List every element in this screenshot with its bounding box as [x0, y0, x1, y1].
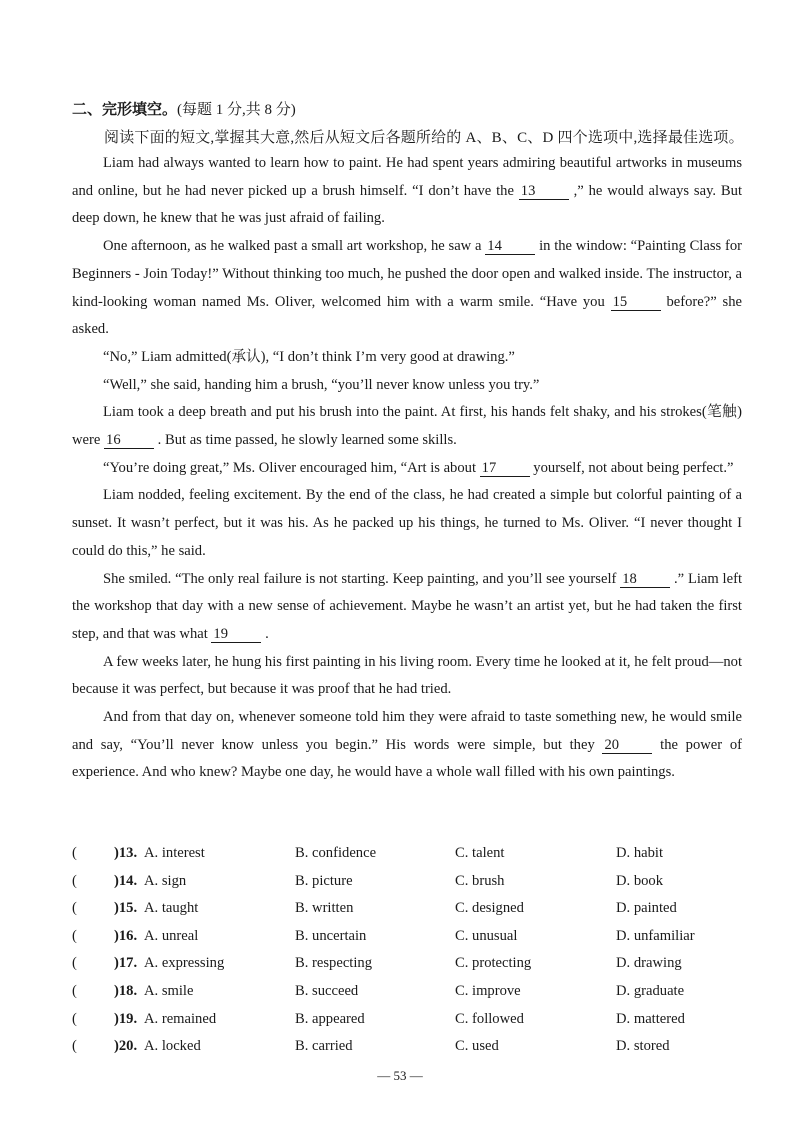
section-instruction: 阅读下面的短文,掌握其大意,然后从短文后各题所给的 A、B、C、D 四个选项中,选择最佳选项。: [104, 130, 744, 146]
option-a: A. interest: [144, 845, 205, 861]
blank-19: 19: [211, 626, 261, 643]
option-c: C. designed: [455, 900, 524, 917]
text-run: Liam took a deep breath and put his brush into the paint. At first, his hands felt shaky, and his strokes(笔触) were: [72, 404, 742, 449]
question-number: )20.: [114, 1038, 138, 1055]
option-b: B. appeared: [295, 1010, 365, 1027]
question-number: )18.: [114, 982, 138, 999]
option-d: D. painted: [616, 900, 677, 917]
blank-18: 18: [620, 571, 670, 588]
question-number: )15.: [114, 900, 138, 917]
text-run: . But as time passed, he slowly learned some skills.: [154, 432, 457, 449]
text-run: Liam had always wanted to learn how to paint. He had spent years admiring beautiful artworks in museums and online, but he had never picked up a brush himself. “I don’t have the: [72, 155, 742, 199]
question-number: )13.: [114, 845, 138, 861]
question-row: [72, 898, 752, 926]
option-d: D. graduate: [616, 982, 685, 999]
option-d: D. book: [616, 872, 664, 889]
question-number: )14.: [114, 872, 138, 889]
section-heading: [72, 100, 296, 120]
question-row: [72, 843, 752, 871]
paragraph-1: [72, 150, 742, 233]
answer-bracket: (: [72, 955, 77, 972]
option-b: B. picture: [295, 872, 353, 889]
option-c: C. brush: [455, 872, 505, 889]
text-run: And from that day on, whenever someone told him they were afraid to taste something new, he would smile and say, “You’ll never know unless you begin.” His words were simple, but they: [72, 709, 742, 753]
answer-bracket: (: [72, 872, 77, 889]
question-row: [72, 1009, 752, 1037]
question-row: [72, 871, 752, 899]
option-c: C. talent: [455, 845, 505, 861]
option-b: B. uncertain: [295, 927, 367, 944]
option-d: D. mattered: [616, 1010, 685, 1027]
answer-bracket: (: [72, 1010, 77, 1027]
option-d: D. unfamiliar: [616, 927, 695, 944]
answer-bracket: (: [72, 845, 77, 861]
blank-16: 16: [104, 432, 154, 449]
section-title: 二、完形填空。: [72, 102, 178, 118]
paragraph-7: Liam nodded, feeling excitement. By the end of the class, he had created a simple but colorful painting of a sunset. It wasn’t perfect, but it was his. As he packed up his things, he turned to Ms. Oliver. “I never thought I could do this,” he said.: [72, 487, 742, 559]
paragraph-2: [72, 233, 742, 344]
text-run: before?” she asked.: [72, 293, 742, 338]
text-run: She smiled. “The only real failure is not starting. Keep painting, and you’ll see yourself: [103, 570, 621, 587]
option-b: B. respecting: [295, 955, 373, 972]
text-run: .: [261, 625, 269, 642]
text-run: “You’re doing great,” Ms. Oliver encouraged him, “Art is about: [103, 459, 480, 476]
paragraph-9: A few weeks later, he hung his first painting in his living room. Every time he looked at it, he felt proud—not because it was perfect, but because it was proof that he had tried.: [72, 653, 742, 698]
question-number: )16.: [114, 927, 138, 944]
option-a: A. expressing: [144, 955, 225, 972]
blank-17: 17: [480, 460, 530, 477]
option-c: C. protecting: [455, 955, 532, 972]
option-c: C. followed: [455, 1010, 524, 1027]
answer-bracket: (: [72, 900, 77, 917]
paragraph-10: [72, 704, 742, 787]
paragraph-3: “No,” Liam admitted(承认), “I don’t think I’m very good at drawing.”: [103, 348, 515, 365]
cloze-passage: [72, 150, 742, 787]
question-row: [72, 926, 752, 954]
answer-bracket: (: [72, 982, 77, 999]
answer-bracket: (: [72, 1038, 77, 1055]
option-b: B. confidence: [295, 845, 377, 861]
question-row: [72, 953, 752, 981]
option-c: C. improve: [455, 982, 521, 999]
blank-13: 13: [519, 183, 569, 200]
text-run: ,” he would always say. But deep down, he knew that he was just afraid of failing.: [72, 182, 742, 227]
question-row: [72, 1036, 752, 1064]
option-b: B. succeed: [295, 982, 359, 999]
answer-bracket: (: [72, 927, 77, 944]
paragraph-4: “Well,” she said, handing him a brush, “you’ll never know unless you try.”: [103, 376, 540, 393]
option-a: A. smile: [144, 982, 194, 999]
paragraph-6: [72, 455, 742, 483]
page-number: — 53 —: [377, 1068, 423, 1083]
option-a: A. unreal: [144, 927, 199, 944]
option-a: A. locked: [144, 1038, 201, 1055]
option-c: C. used: [455, 1038, 499, 1055]
score-note: (每题 1 分,共 8 分): [177, 102, 296, 118]
option-a: A. sign: [144, 872, 187, 889]
text-run: .” Liam left the workshop that day with a new sense of achievement. Maybe he wasn’t an artist yet, but he had taken the first step, and that was what: [72, 570, 742, 642]
option-a: A. remained: [144, 1010, 217, 1027]
paragraph-8: [72, 566, 742, 649]
option-d: D. habit: [616, 845, 664, 861]
question-number: )17.: [114, 955, 138, 972]
question-number: )19.: [114, 1010, 138, 1027]
question-list: [72, 843, 752, 1064]
blank-20: 20: [602, 737, 652, 754]
option-d: D. drawing: [616, 955, 682, 972]
blank-14: 14: [485, 238, 535, 255]
text-run: the power of experience. And who knew? Maybe one day, he would have a whole wall filled with his own paintings.: [72, 736, 742, 781]
option-a: A. taught: [144, 900, 199, 917]
option-b: B. written: [295, 900, 354, 917]
option-c: C. unusual: [455, 927, 518, 944]
text-run: in the window: “Painting Class for Beginners - Join Today!” Without thinking too much, he pushed the door open and walked inside. The instructor, a kind-looking woman named Ms. Oliver, welcomed him with a warm smile. “Have you: [72, 238, 742, 310]
paragraph-5: [72, 399, 742, 454]
option-d: D. stored: [616, 1038, 670, 1055]
text-run: One afternoon, as he walked past a small art workshop, he saw a: [103, 238, 486, 255]
blank-15: 15: [611, 294, 661, 311]
option-b: B. carried: [295, 1038, 353, 1055]
question-row: [72, 981, 752, 1009]
text-run: yourself, not about being perfect.”: [529, 459, 734, 476]
